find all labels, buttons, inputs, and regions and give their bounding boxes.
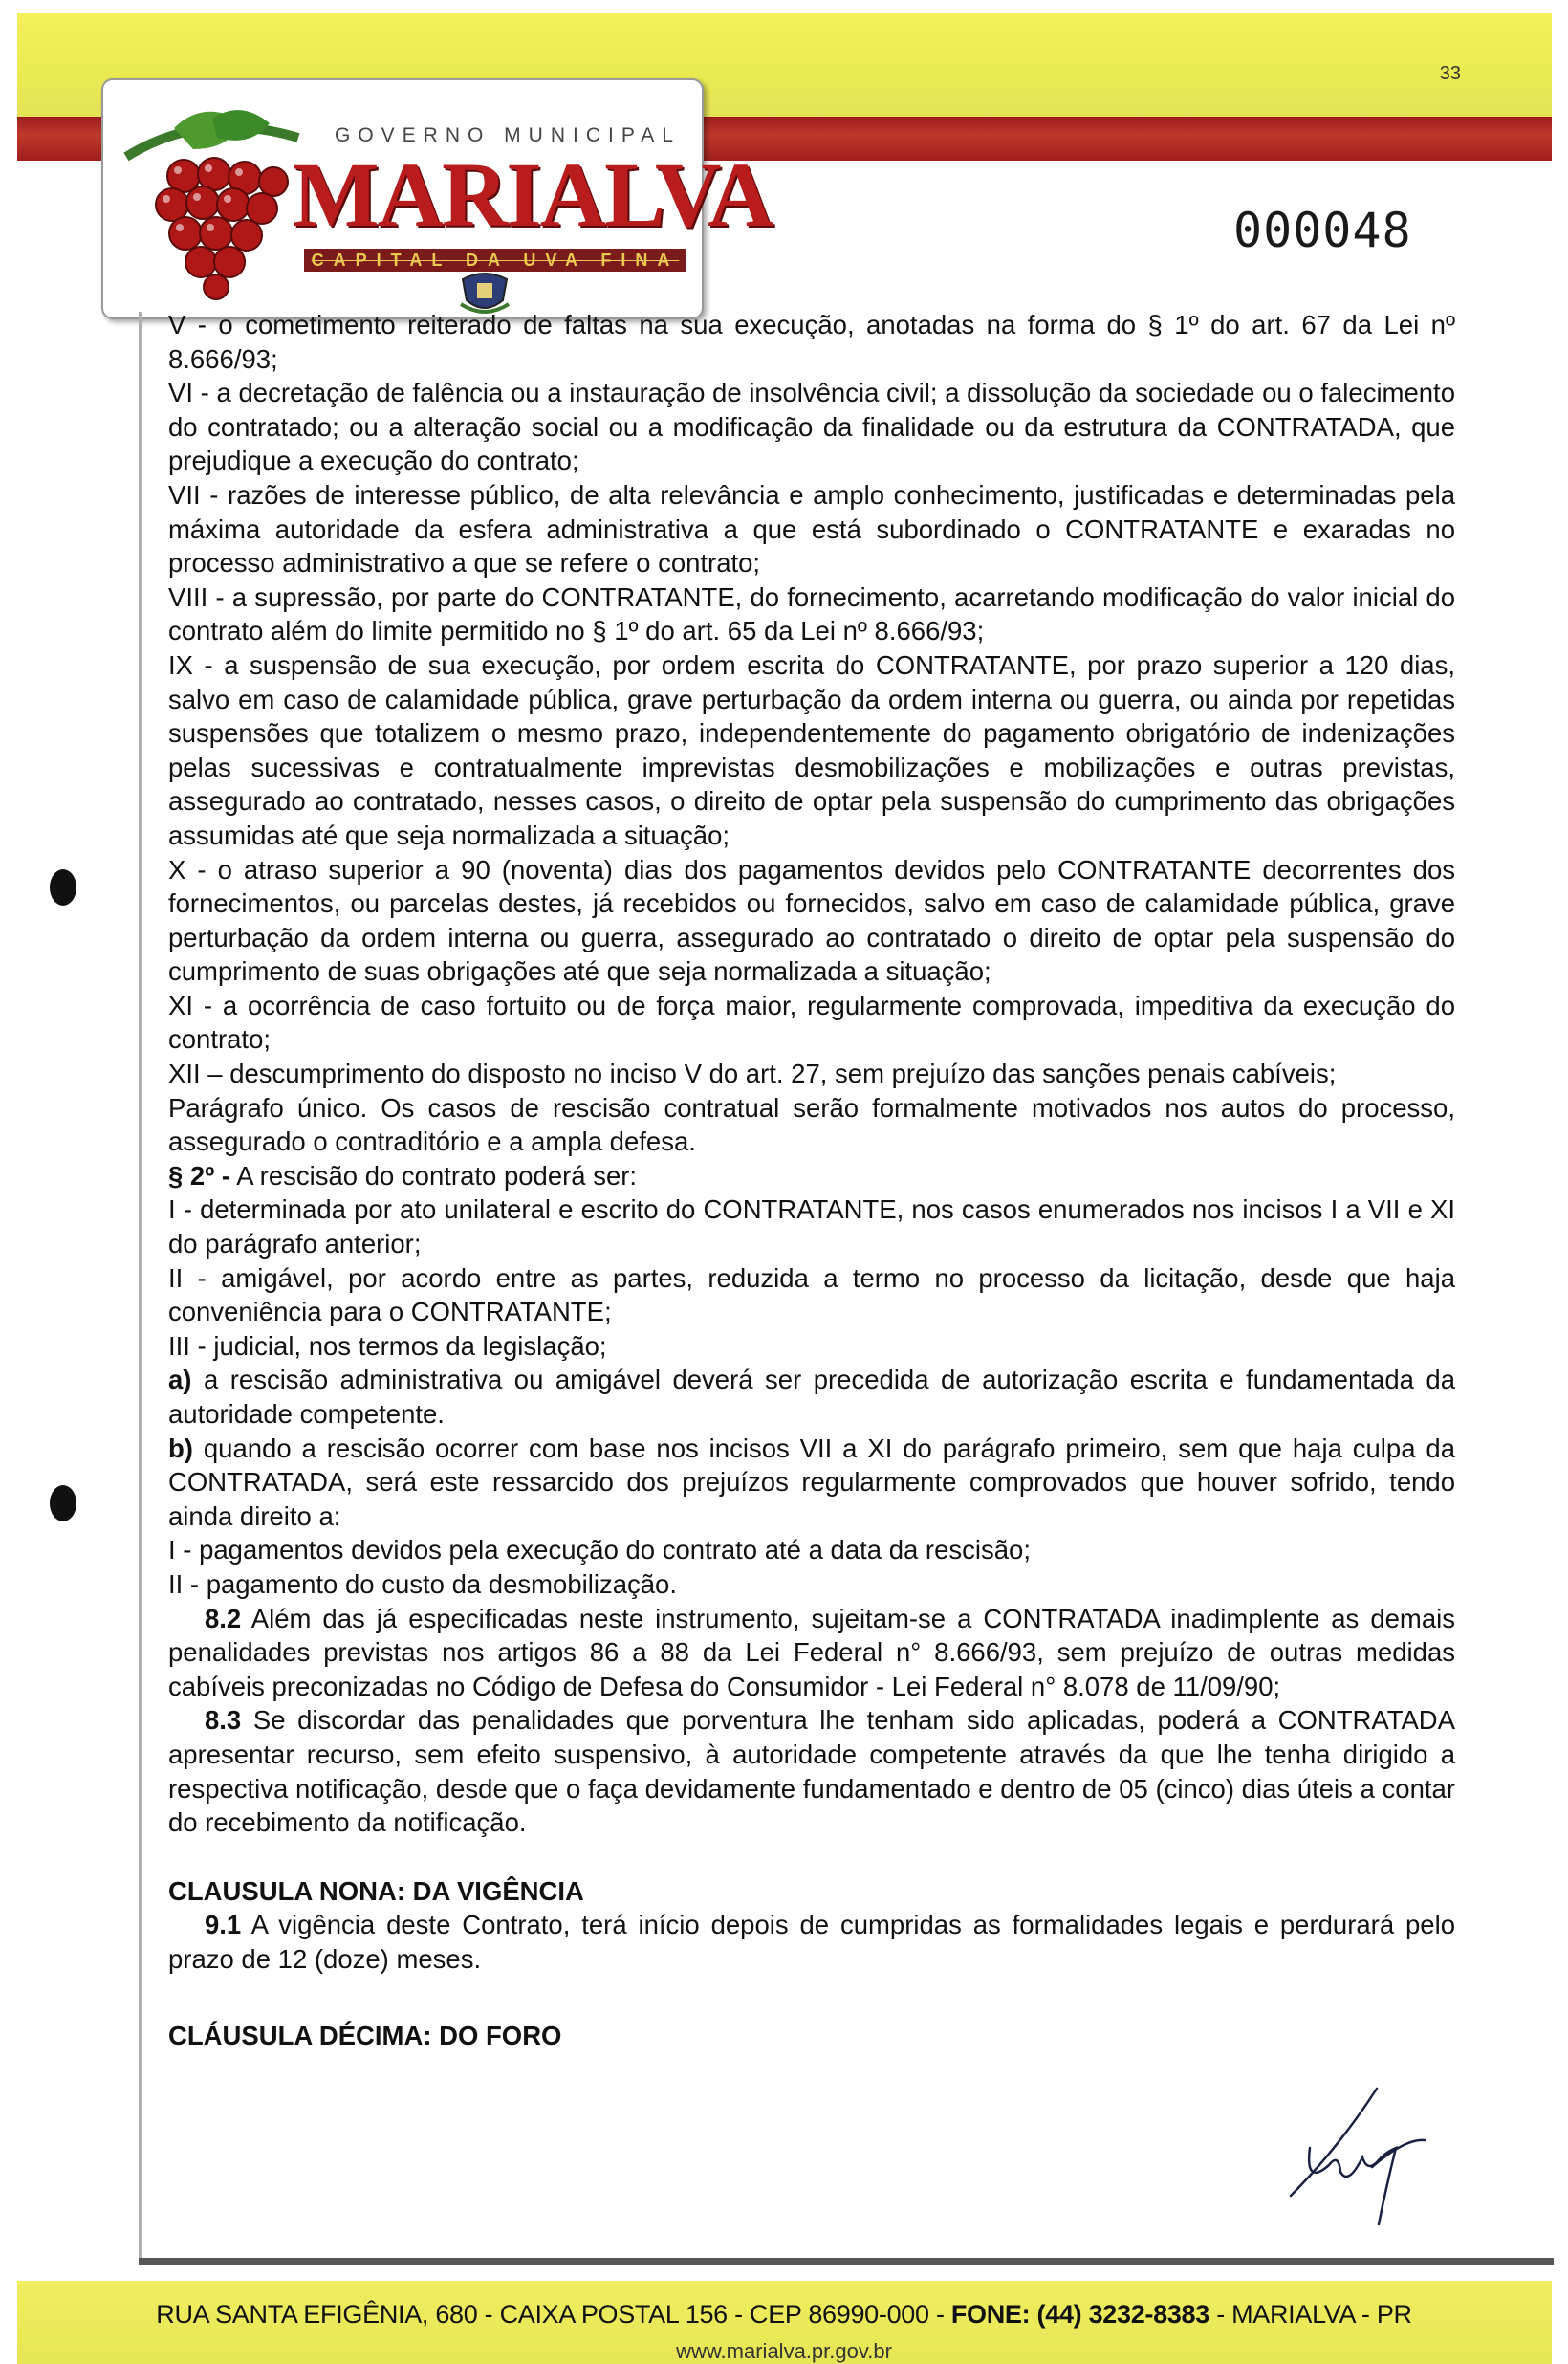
footer-street: RUA SANTA EFIGÊNIA, 680 - CAIXA POSTAL 156 - CEP 86990-000 - bbox=[156, 2300, 945, 2329]
punch-hole-mark bbox=[50, 1485, 76, 1521]
item-a-label: a) bbox=[168, 1365, 192, 1395]
item-b-label: b) bbox=[168, 1433, 193, 1463]
paragraph-8-2 bbox=[168, 1602, 1455, 1704]
grape-bunch-icon bbox=[117, 99, 308, 300]
paragraph-rescission-ii: II - amigável, por acordo entre as partes, reduzida a termo no processo da licitação, desde que haja conveniência para o CONTRATANTE; bbox=[168, 1262, 1455, 1327]
municipal-logo bbox=[101, 78, 773, 319]
clause-8-2-text: Além das já especificadas neste instrumento, sujeitam-se a CONTRATADA inadimplente as demais penalidades previstas nos artigos 86 a 88 da Lei Federal n° 8.666/93, sem prejuízo de outras medidas cabíveis preconizadas no Código de Defesa do Consumidor - Lei Federal n° 8.078 de 11/09/90; bbox=[168, 1603, 1455, 1701]
paragraph-item-v: V - o cometimento reiterado de faltas na sua execução, anotadas na forma do § 1º do art. 67 da Lei nº 8.666/93; bbox=[168, 310, 1455, 374]
paragraph-rescission-iii: III - judicial, nos termos da legislação; bbox=[168, 1330, 607, 1361]
section-2-text: A rescisão do contrato poderá ser: bbox=[230, 1160, 638, 1191]
footer-phone-label: FONE: bbox=[950, 2300, 1031, 2329]
spacer bbox=[168, 1977, 1455, 2019]
footer-website: www.marialva.pr.gov.br bbox=[676, 2339, 892, 2363]
paragraph-a bbox=[168, 1363, 1455, 1431]
paragraph-item-viii: VIII - a supressão, por parte do CONTRATANTE, do fornecimento, acarretando modificação do valor inicial do contrato além do limite permitido no § 1º do art. 65 da Lei nº 8.666/93; bbox=[168, 581, 1455, 646]
section-2-label: § 2º - bbox=[168, 1160, 231, 1191]
left-margin-rule bbox=[139, 312, 142, 2258]
paragraph-item-x: X - o atraso superior a 90 (noventa) dias dos pagamentos devidos pelo CONTRATANTE decorrentes dos fornecimentos, ou parcelas destes, já recebidos ou fornecidos, salvo em caso de calamidade pública, grave perturbação da ordem interna ou guerra, assegurado ao contratado o direito de optar pela suspensão do cumprimento de suas obrigações até que seja normalizada a situação; bbox=[168, 854, 1455, 987]
heading-tenth-clause: CLÁUSULA DÉCIMA: DO FORO bbox=[168, 2020, 562, 2050]
paragraph-item-vi: VI - a decretação de falência ou a instauração de insolvência civil; a dissolução da sociedade ou o falecimento do contratado; ou a alteração social ou a modificação da finalidade ou da estrutura da CONTRATADA, que prejudique a execução do contrato; bbox=[168, 378, 1455, 476]
government-label: GOVERNO MUNICIPAL bbox=[335, 124, 681, 146]
paragraph-item-xi: XI - a ocorrência de caso fortuito ou de força maior, regularmente comprovada, impeditiva da execução do contrato; bbox=[168, 990, 1455, 1055]
paragraph-unique: Parágrafo único. Os casos de rescisão contratual serão formalmente motivados nos autos do processo, assegurado o contraditório e a ampla defesa. bbox=[168, 1092, 1455, 1157]
paragraph-item-vii: VII - razões de interesse público, de alta relevância e amplo conhecimento, justificadas e determinadas pela máxima autoridade da esfera administrativa a que está subordinado o CONTRATANTE e exaradas no processo administrativo a que se refere o contrato; bbox=[168, 479, 1455, 579]
paragraph-rescission-i: I - determinada por ato unilateral e escrito do CONTRATANTE, nos casos enumerados nos incisos I a VII e XI do parágrafo anterior; bbox=[168, 1194, 1455, 1259]
footer-phone: (44) 3232-8383 bbox=[1036, 2300, 1209, 2329]
spacer bbox=[168, 1840, 1455, 1874]
footer-divider bbox=[139, 2258, 1554, 2266]
clause-9-1-label: 9.1 bbox=[205, 1910, 242, 1940]
paragraph-item-xii: XII – descumprimento do disposto no inciso V do art. 27, sem prejuízo das sanções penais cabíveis; bbox=[168, 1059, 1337, 1089]
clause-8-3-label: 8.3 bbox=[205, 1705, 242, 1736]
paragraph-8-3 bbox=[168, 1703, 1455, 1839]
clause-8-3-text: Se discordar das penalidades que porventura lhe tenham sido aplicadas, poderá a CONTRATADA apresentar recurso, sem efeito suspensivo, à autoridade competente através da que lhe tenha dirigido a respectiva notificação, desde que o faça devidamente fundamentado e dentro de 05 (cinco) dias úteis a contar do recebimento da notificação. bbox=[168, 1705, 1455, 1838]
city-tagline: CAPITAL DA UVA FINA bbox=[304, 249, 686, 272]
item-b-text: quando a rescisão ocorrer com base nos incisos VII a XI do parágrafo primeiro, sem que haja culpa da CONTRATADA, será este ressarcido dos prejuízos regularmente comprovados que houver sofrido, tendo ainda direito a: bbox=[168, 1433, 1455, 1531]
page-number: 33 bbox=[1439, 63, 1461, 84]
handwritten-stamp-number: 000048 bbox=[1233, 203, 1412, 258]
paragraph-payment-ii: II - pagamento do custo da desmobilização. bbox=[168, 1568, 677, 1599]
paragraph-9-1 bbox=[168, 1908, 1455, 1976]
footer-city: - MARIALVA - PR bbox=[1216, 2300, 1412, 2329]
paragraph-section-2 bbox=[168, 1159, 1455, 1193]
paragraph-payment-i: I - pagamentos devidos pela execução do contrato até a data da rescisão; bbox=[168, 1535, 1031, 1565]
document-body bbox=[168, 308, 1455, 2052]
paragraph-b bbox=[168, 1432, 1455, 1534]
punch-hole-mark bbox=[50, 869, 76, 906]
item-a-text: a rescisão administrativa ou amigável deverá ser precedida de autorização escrita e fundamentada da autoridade competente. bbox=[168, 1365, 1455, 1429]
handwritten-signature bbox=[1272, 2081, 1444, 2234]
paragraph-item-ix: IX - a suspensão de sua execução, por ordem escrita do CONTRATANTE, por prazo superior a 120 dias, salvo em caso de calamidade pública, grave perturbação da ordem interna ou guerra, ou ainda por repetidas suspensões que totalizem o mesmo prazo, independentemente do pagamento obrigatório de indenizações pelas sucessivas e contratualmente imprevistas desmobilizações e mobilizações e outras previstas, assegurado ao contratado, nesses casos, o direito de optar pela suspensão do cumprimento das obrigações assumidas até que seja normalizada a situação; bbox=[168, 649, 1455, 850]
city-name: MARIALVA bbox=[293, 143, 773, 246]
heading-ninth-clause: CLAUSULA NONA: DA VIGÊNCIA bbox=[168, 1875, 584, 1906]
clause-8-2-label: 8.2 bbox=[205, 1603, 242, 1633]
footer-address bbox=[0, 2300, 1568, 2330]
clause-9-1-text: A vigência deste Contrato, terá início depois de cumpridas as formalidades legais e perdurará pelo prazo de 12 (doze) meses. bbox=[168, 1910, 1455, 1974]
